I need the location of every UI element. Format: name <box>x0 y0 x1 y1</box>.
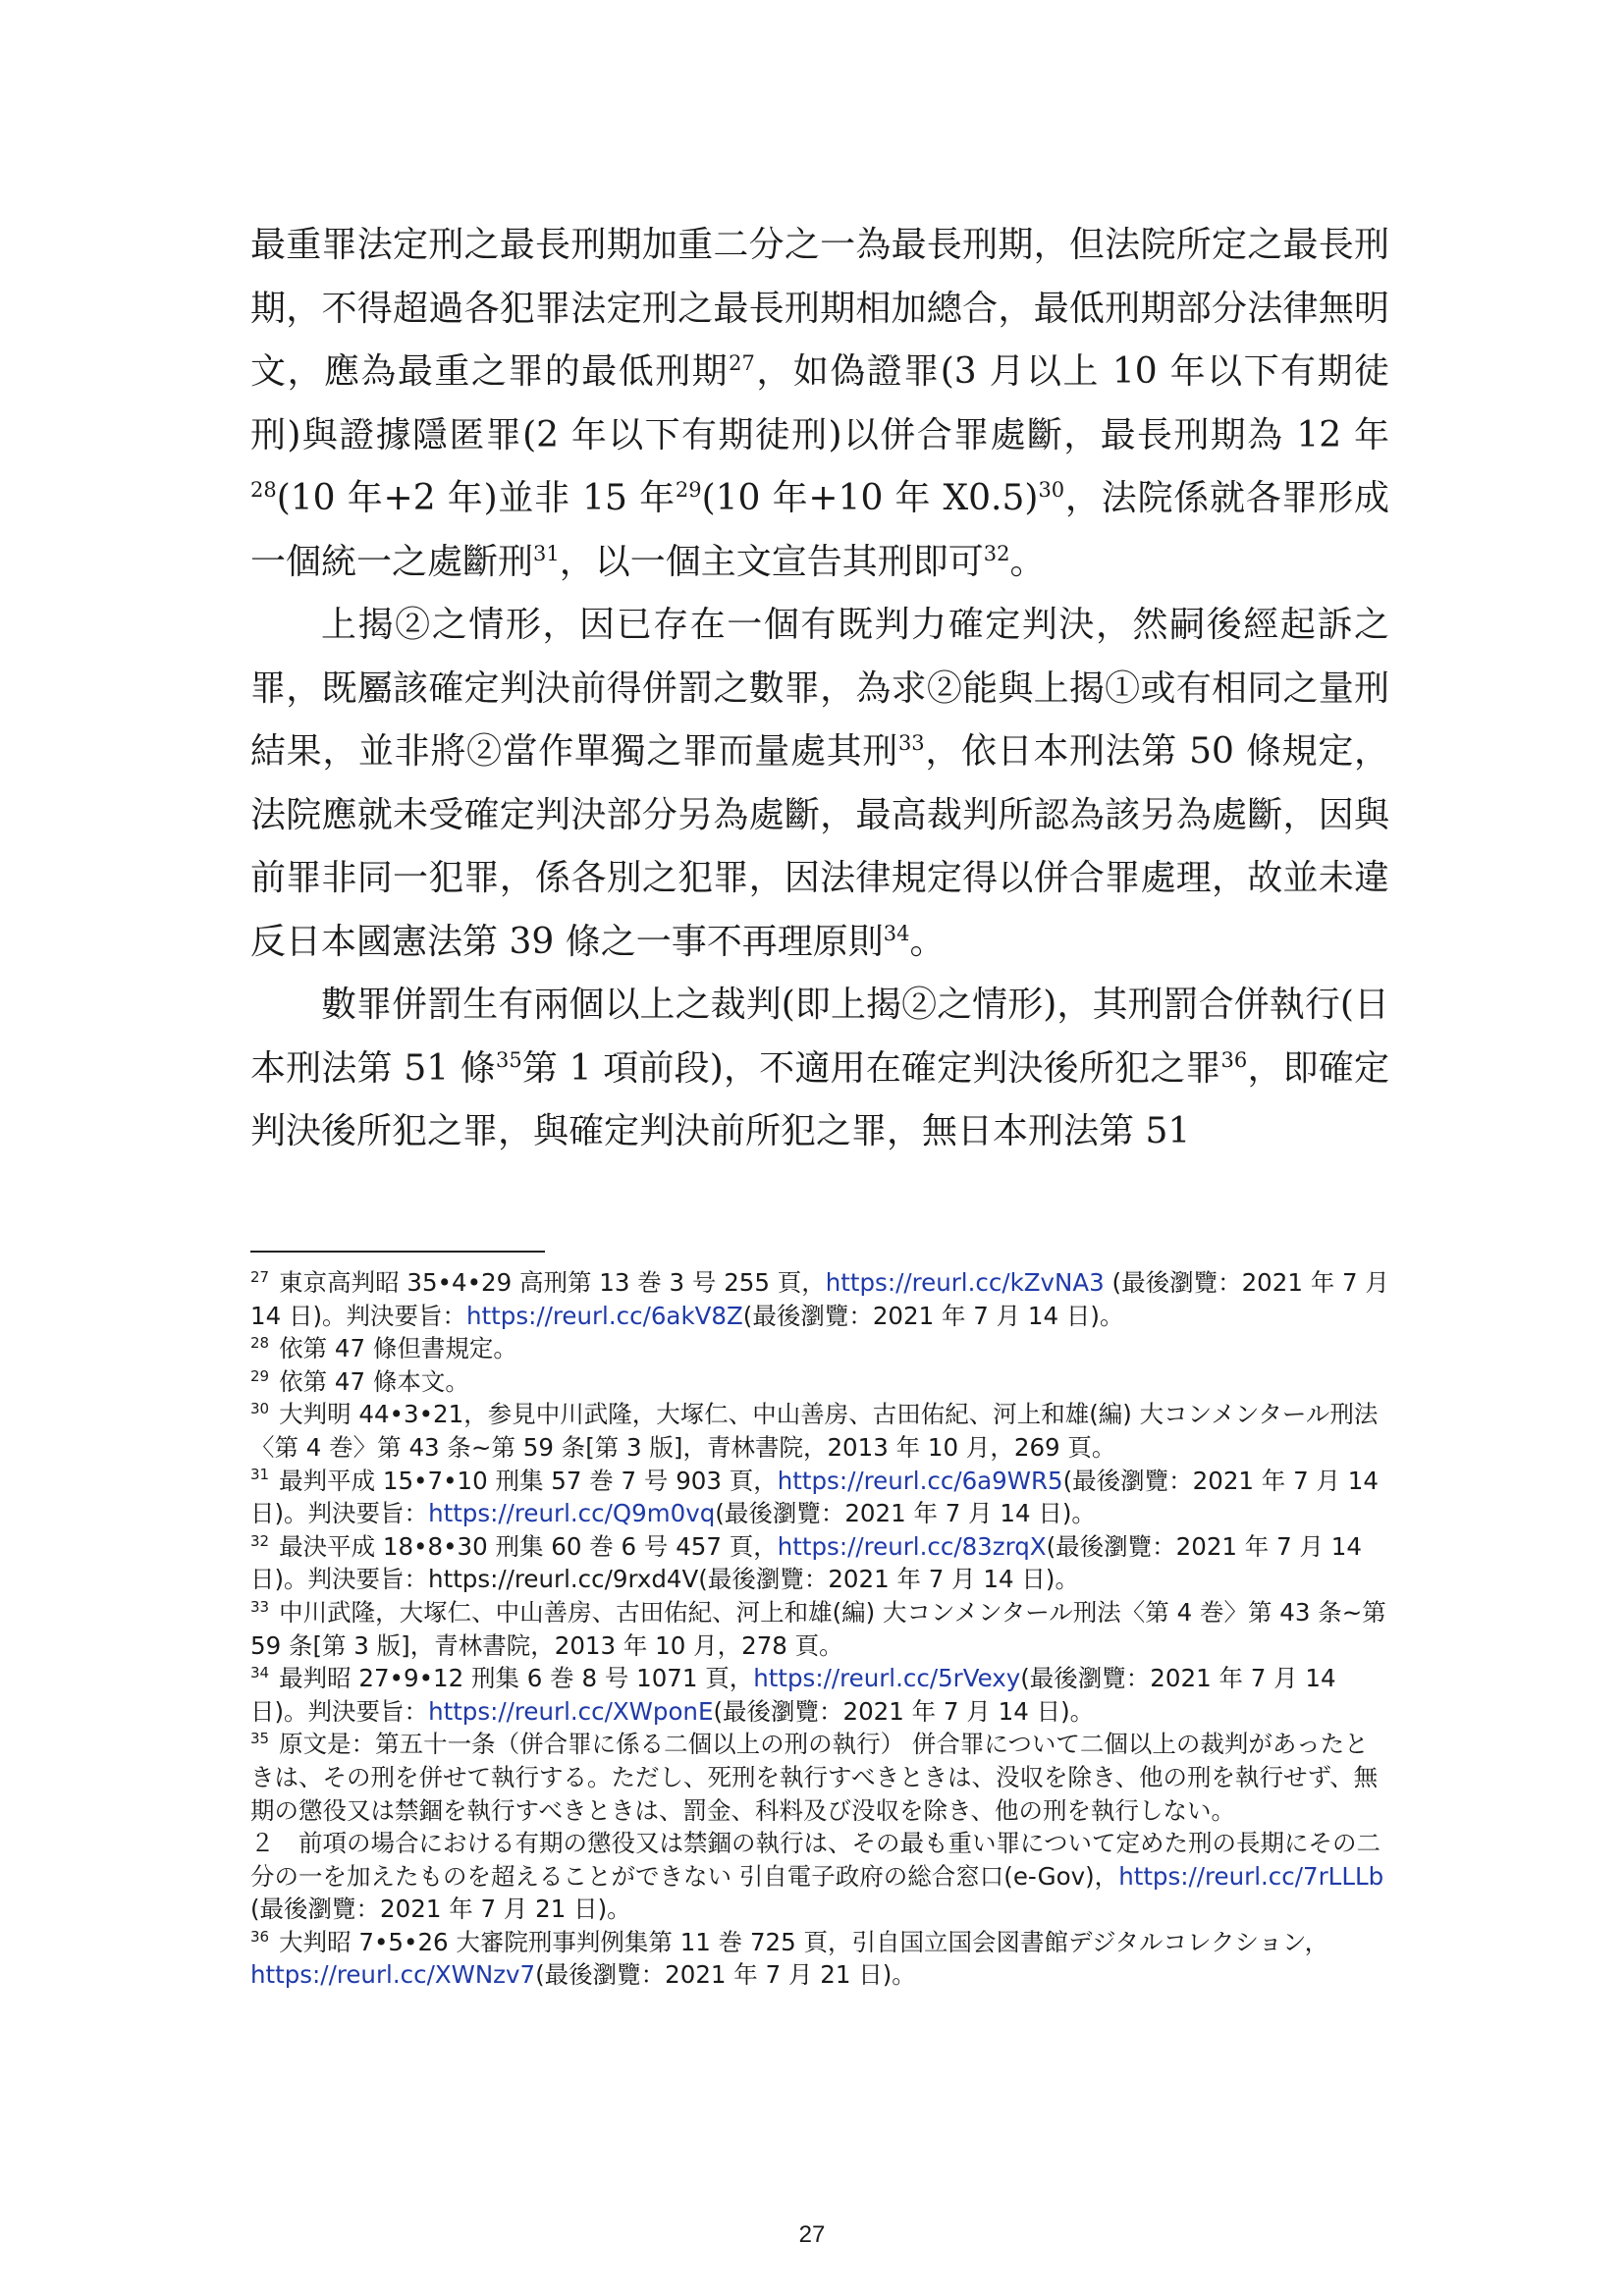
footnote-text: 東京高判昭 35•4•29 高刑第 13 巻 3 号 255 頁， <box>279 1268 826 1297</box>
footnote-number: 30 <box>250 1400 270 1418</box>
footnote-text: (最後瀏覽：2021 年 7 月 14 日)。 <box>742 1301 1124 1330</box>
text-segment: 最重罪法定刑之最長刑期加重二分之一為最長刑期，但法院所定之最長刑期，不得超過各犯罪法定刑之最長刑期相加總合，最低刑期部分法律無明文，應為最重之罪的最低刑期 <box>250 225 1389 392</box>
text-segment: ，即確定判決後所犯之罪，與確定判決前所犯之罪，無日本刑法第 51 <box>250 1047 1389 1151</box>
footnote-text: 依第 47 條但書規定。 <box>279 1334 517 1363</box>
text-segment: ，以一個主文宣告其刑即可 <box>559 541 984 582</box>
footnote-text: 大判昭 7•5•26 大審院刑事判例集第 11 巻 725 頁，引自国立国会図書館デジタルコレクション， <box>279 1927 1329 1956</box>
footnote-text: (最後瀏覽：2021 年 7 月 14 日)。判決要旨：https://reurl.cc/9rxd4V(最後瀏覽：2021 年 7 月 14 日)。 <box>250 1531 1362 1594</box>
footnote-link[interactable]: https://reurl.cc/Q9m0vq <box>428 1499 716 1528</box>
footnote-text: 最決平成 18•8•30 刑集 60 巻 6 号 457 頁， <box>279 1531 778 1561</box>
footnote-link[interactable]: https://reurl.cc/5rVexy <box>753 1664 1021 1693</box>
text-segment: 數罪併罰生有兩個以上之裁判(即上揭②之情形)，其刑罰合併執行(日本刑法第 51 條 <box>250 985 1389 1089</box>
footnote-link[interactable]: https://reurl.cc/83zrqX <box>777 1531 1047 1561</box>
footnote-text: (最後瀏覽：2021 年 7 月 21 日)。 <box>250 1895 631 1924</box>
text-segment: ，依日本刑法第 50 條規定，法院應就未受確定判決部分另為處斷，最高裁判所認為該另為處斷，因與前罪非同一犯罪，係各別之犯罪，因法律規定得以併合罪處理，故並未違反日本國憲法第 39 條之一事不再理原則 <box>250 731 1389 962</box>
footnote-number: 35 <box>250 1730 270 1748</box>
footnote-28 <box>250 1332 1389 1365</box>
footnote-link[interactable]: https://reurl.cc/XWNzv7 <box>250 1960 536 1990</box>
footnote-ref[interactable]: 29 <box>675 478 702 502</box>
text-segment: (10 年+2 年)並非 15 年 <box>276 478 676 518</box>
footnote-link[interactable]: https://reurl.cc/XWponE <box>428 1696 714 1726</box>
footnote-text: (最後瀏覽：2021 年 7 月 14 日)。判決要旨： <box>250 1466 1379 1528</box>
footnote-ref[interactable]: 32 <box>983 541 1010 565</box>
footnote-ref[interactable]: 30 <box>1038 478 1065 502</box>
text-segment: 。 <box>909 921 946 962</box>
footnote-text: ２ 前項の場合における有期の懲役又は禁錮の執行は、その最も重い罪について定めた刑の長期にその二分の一を加えたものを超えることができない 引自電子政府の総合窓口(e-Gov)， <box>250 1829 1381 1891</box>
footnote-text: 最判昭 27•9•12 刑集 6 巻 8 号 1071 頁， <box>279 1664 754 1693</box>
footnote-ref[interactable]: 34 <box>883 921 910 945</box>
text-segment: 。 <box>1009 541 1046 582</box>
footnote-text: 原文是：第五十一条（併合罪に係る二個以上の刑の執行） 併合罪について二個以上の裁判があったときは、その刑を併せて執行する。ただし、死刑を執行すべきときは、没収を除き、他の刑を執行せず、無期の懲役又は禁錮を執行すべきときは、罰金、科料及び没収を除き、他の刑を執行しない。 <box>250 1730 1379 1825</box>
footnote-ref[interactable]: 33 <box>897 731 925 755</box>
paragraph-3 <box>250 974 1389 1164</box>
footnote-27 <box>250 1266 1389 1332</box>
footnote-35-cont <box>250 1827 1389 1926</box>
footnotes <box>250 1266 1389 1992</box>
text-segment: 第 1 項前段)，不適用在確定判決後所犯之罪 <box>521 1047 1221 1089</box>
footnote-33 <box>250 1596 1389 1662</box>
footnote-text: 最判平成 15•7•10 刑集 57 巻 7 号 903 頁， <box>279 1466 778 1495</box>
footnote-ref[interactable]: 36 <box>1220 1047 1248 1072</box>
footnote-number: 32 <box>250 1531 270 1550</box>
footnote-link[interactable]: https://reurl.cc/kZvNA3 <box>825 1268 1105 1297</box>
footnote-30 <box>250 1398 1389 1464</box>
footnote-text: (最後瀏覽：2021 年 7 月 14 日)。 <box>715 1499 1096 1528</box>
footnote-29 <box>250 1365 1389 1399</box>
footnote-number: 28 <box>250 1334 270 1353</box>
body-text <box>250 214 1389 1164</box>
footnote-34 <box>250 1662 1389 1728</box>
page-number: 27 <box>798 2221 826 2248</box>
footnote-number: 27 <box>250 1267 270 1286</box>
footnote-ref[interactable]: 31 <box>533 541 560 565</box>
footnote-text: (最後瀏覽：2021 年 7 月 21 日)。 <box>535 1960 916 1990</box>
footnote-text: (最後瀏覽：2021 年 7 月 14 日)。判決要旨： <box>250 1664 1336 1726</box>
footnote-text: 依第 47 條本文。 <box>279 1366 469 1396</box>
footnote-32 <box>250 1530 1389 1596</box>
footnote-number: 34 <box>250 1663 270 1682</box>
footnote-31 <box>250 1465 1389 1530</box>
footnote-text: (最後瀏覽：2021 年 7 月 14 日)。 <box>713 1696 1095 1726</box>
footnote-number: 33 <box>250 1597 270 1616</box>
footnote-ref[interactable]: 27 <box>729 351 755 375</box>
text-segment: 上揭②之情形，因已存在一個有既判力確定判決，然嗣後經起訴之罪，既屬該確定判決前得併罰之數罪，為求②能與上揭①或有相同之量刑結果，並非將②當作單獨之罪而量處其刑 <box>250 605 1389 772</box>
footnote-link[interactable]: https://reurl.cc/7rLLLb <box>1118 1861 1384 1891</box>
footnote-link[interactable]: https://reurl.cc/6a9WR5 <box>777 1466 1063 1495</box>
footnote-link[interactable]: https://reurl.cc/6akV8Z <box>466 1301 743 1330</box>
footnote-divider <box>250 1251 545 1253</box>
footnote-ref[interactable]: 28 <box>250 478 277 502</box>
footnote-text: (最後瀏覽：2021 年 7 月 14 日)。判決要旨： <box>250 1268 1389 1330</box>
footnote-text: 大判明 44•3•21，参見中川武隆，大塚仁、中山善房、古田佑紀、河上和雄(編) 大コンメンタール刑法〈第 4 巻〉第 43 条~第 59 条[第 3 版]，青林書院，2013 年 10 月，269 頁。 <box>250 1400 1379 1462</box>
paragraph-1 <box>250 214 1389 594</box>
text-segment: ，法院係就各罪形成一個統一之處斷刑 <box>250 478 1389 582</box>
footnote-number: 36 <box>250 1927 270 1946</box>
text-segment: (10 年+10 年 X0.5) <box>701 478 1039 518</box>
footnote-text: 中川武隆，大塚仁、中山善房、古田佑紀、河上和雄(編) 大コンメンタール刑法〈第 4 巻〉第 43 条~第 59 条[第 3 版]，青林書院，2013 年 10 月，278 頁。 <box>250 1597 1386 1660</box>
paragraph-2 <box>250 594 1389 974</box>
footnote-number: 29 <box>250 1366 270 1385</box>
footnote-36 <box>250 1926 1389 1992</box>
footnote-35 <box>250 1728 1389 1827</box>
footnote-ref[interactable]: 35 <box>495 1047 522 1072</box>
footnote-number: 31 <box>250 1466 270 1484</box>
text-segment: ，如偽證罪(3 月以上 10 年以下有期徒刑)與證據隱匿罪(2 年以下有期徒刑)以併合罪處斷，最長刑期為 12 年 <box>250 351 1389 455</box>
